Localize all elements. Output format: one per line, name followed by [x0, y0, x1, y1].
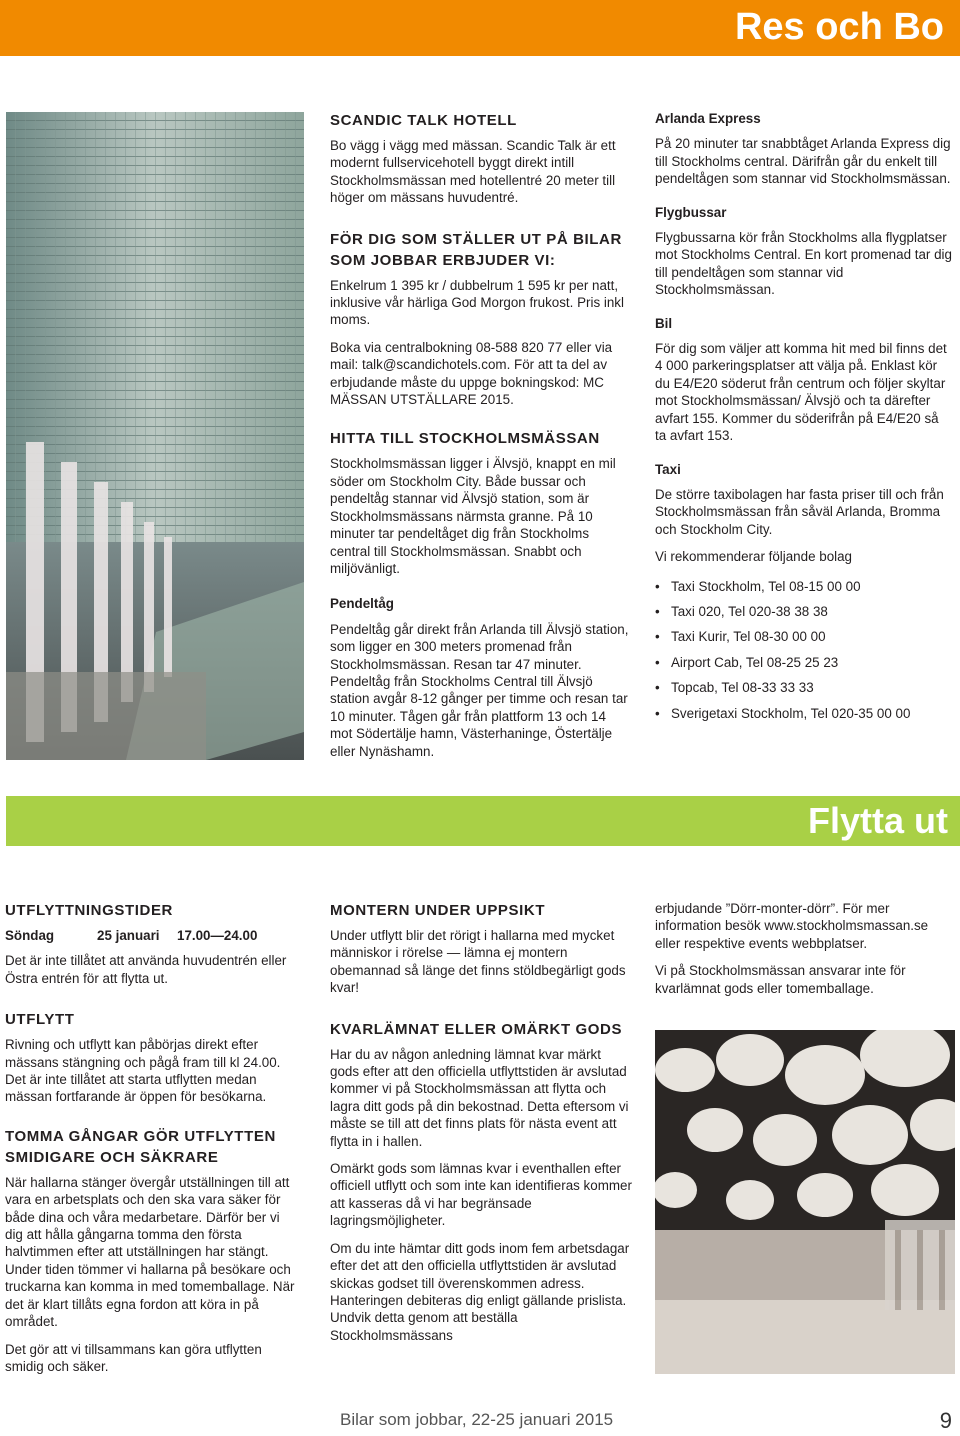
- car-text: För dig som väljer att komma hit med bil finns det 4 000 parkeringsplatser att välja på. Enklast kör du E4/E20 söderut från centrum och följer skyltar mot Stockholmsmässan/ Älvsjö och ta därefter avfart 155. Kommer du söderifrån på E4/E20 så ta avfart 153.: [655, 341, 947, 444]
- aisles-text-2: Det gör att vi tillsammans kan göra utflytten smidig och säker.: [5, 1341, 262, 1374]
- find-text: Stockholmsmässan ligger i Älvsjö, knappt en mil söder om Stockholm City. Både bussar och pendeltåg stannar vid Älvsjö station, som är Stockholmsmässans närmsta granne. På 10 minuter tar pendeltåget dig från Stockholms central till Stockholmsmässan. Snabbt och miljövänligt.: [330, 456, 616, 576]
- hotel-photo: [6, 112, 304, 760]
- find-heading: HITTA TILL STOCKHOLMSMÄSSAN: [330, 430, 600, 448]
- taxi-text: De större taxibolagen har fasta priser till och från Stockholmsmässan från såväl Arlanda, Bromma och Stockholm City.: [655, 486, 944, 537]
- times-heading: UTFLYTTNINGSTIDER: [5, 902, 173, 919]
- bus-heading: Flygbussar: [655, 204, 727, 220]
- schedule-day: Söndag: [5, 928, 55, 943]
- left-goods-text-3: Om du inte hämtar ditt gods inom fem arbetsdagar efter det att den officiella utflyttstiden är avslutad skickas godset till överenskommen adress. Hanteringen debiteras dig enligt gällande prislista. Undvik detta genom att beställa Stockholmsmässans: [330, 1240, 630, 1343]
- travel-column: [655, 110, 953, 730]
- section-header-bar: [0, 0, 960, 56]
- list-item: • Taxi Kurir, Tel 08-30 00 00: [655, 628, 953, 645]
- responsibility-text: Vi på Stockholmsmässan ansvarar inte för kvarlämnat gods eller tomemballage.: [655, 963, 906, 996]
- list-item: • Taxi Stockholm, Tel 08-15 00 00: [655, 578, 953, 595]
- list-item: • Topcab, Tel 08-33 33 33: [655, 679, 953, 696]
- stand-heading: MONTERN UNDER UPPSIKT: [330, 902, 546, 919]
- aisles-heading: TOMMA GÅNGAR GÖR UTFLYTTEN SMIDIGARE OCH SÄKRARE: [5, 1127, 276, 1166]
- schedule-date: 25 januari: [97, 928, 160, 943]
- taxi-heading: Taxi: [655, 461, 681, 477]
- section-title-2: Flytta ut: [808, 800, 948, 841]
- out-heading: UTFLYTT: [5, 1011, 75, 1029]
- footer-text: Bilar som jobbar, 22-25 januari 2015: [340, 1410, 614, 1429]
- taxi-recommend: Vi rekommenderar följande bolag: [655, 549, 853, 565]
- list-item: • Sverigetaxi Stockholm, Tel 020-35 00 00: [655, 705, 953, 722]
- booking-text: Boka via centralbokning 08-588 820 77 eller via mail: talk@scandichotels.com. För att ta del av erbjudande måste du uppge bokningskod: MC MÄSSAN UTSTÄLLARE 2015.: [330, 339, 613, 408]
- arlanda-heading: Arlanda Express: [655, 111, 761, 126]
- stand-text: Under utflytt blir det rörigt i hallarna med mycket människor i rörelse — lämna ej montern obemannad så länge det finns stöldbegärligt gods kvar!: [330, 928, 626, 996]
- info-column: [655, 900, 953, 1007]
- stand-column: [330, 900, 632, 1354]
- page-number: 9: [939, 1408, 952, 1433]
- left-goods-heading: KVARLÄMNAT ELLER OMÄRKT GODS: [330, 1020, 623, 1038]
- schedule-row: [5, 927, 297, 944]
- left-goods-text: Har du av någon anledning lämnat kvar märkt gods efter att den officiella utflyttstiden är avslutad kommer vi på Stockholmsmässan att flytta och lagra ditt gods på din bekostnad. Detta eftersom vi måste se till att det finns plats för nästa event att flytta in i hallen.: [330, 1046, 629, 1149]
- hotel-text: Bo vägg i vägg med mässan. Scandic Talk är ett modernt fullservicehotell byggt direkt intill Stockholmsmässan med hotellentré 20 meter till höger om mässans huvudentré.: [330, 138, 616, 206]
- schedule-time: 17.00—24.00: [177, 928, 258, 943]
- times-text: Det är inte tillåtet att använda huvudentrén eller Östra entrén för att flytta ut.: [5, 953, 287, 986]
- hotel-column: [330, 110, 630, 770]
- continued-text: erbjudande ”Dörr-monter-dörr”. För mer information besök www.stockholmsmassan.se eller respektive events webbplatser.: [655, 901, 929, 951]
- section-title: Res och Bo: [734, 6, 944, 48]
- train-text: Pendeltåg går direkt från Arlanda till Älvsjö station, som ligger en 300 meters promenad från Stockholmsmässan. Resan tar 47 minuter. Pendeltåg från Stockholms Central till Älvsjö station avgår 8-12 gånger per timme och resan tar 10 minuter. Tågen går från plattform 13 och 14 mot Södertälje hamn, Västerhaninge, Östertälje eller Nynäshamn.: [330, 621, 629, 759]
- aisles-text: När hallarna stänger övergår utställningen till att vara en arbetsplats och den ska vara säker för både dina och våra medarbetare. Därför ber vi dig att hålla gångarna tomma den första halvtimmen efter att utställningen har stängt. Under tiden tömmer vi hallarna på besökare och truckarna kan komma in med tomemballage. När det är klart tillåts egna fordon att köra in på området.: [5, 1174, 295, 1330]
- taxi-list: [655, 578, 953, 722]
- car-heading: Bil: [655, 315, 673, 331]
- section-header-bar-2: [6, 796, 960, 846]
- move-out-column: [5, 900, 297, 1385]
- arlanda-text: På 20 minuter tar snabbtåget Arlanda Express dig till Stockholms central. Därifrån går du enkelt till pendeltågen som stannar vid Stockholmsmässan.: [655, 136, 951, 187]
- hall-photo: [655, 1030, 955, 1374]
- left-goods-text-2: Omärkt gods som lämnas kvar i eventhallen efter officiell utflytt och som inte kan identifieras kommer att kasseras då vi har begränsade lagringsmöjligheter.: [330, 1161, 632, 1229]
- offer-heading: FÖR DIG SOM STÄLLER UT PÅ BILAR SOM JOBBAR ERBJUDER VI:: [330, 230, 622, 269]
- list-item: • Taxi 020, Tel 020-38 38 38: [655, 603, 953, 620]
- list-item: • Airport Cab, Tel 08-25 25 23: [655, 654, 953, 671]
- hotel-heading: SCANDIC TALK HOTELL: [330, 112, 517, 129]
- offer-text: Enkelrum 1 395 kr / dubbelrum 1 595 kr per natt, inklusive vår härliga God Morgon frukost. Pris inkl moms.: [330, 277, 624, 328]
- bus-text: Flygbussarna kör från Stockholms alla flygplatser mot Stockholms Central. En kort promenad tar dig till pendeltågen som stannar vid Stockholmsmässan.: [655, 230, 952, 298]
- train-heading: Pendeltåg: [330, 596, 394, 612]
- out-text: Rivning och utflytt kan påbörjas direkt efter mässans stängning och pågå fram till kl 24.00. Det är inte tillåtet att starta utflytten medan mässan fortfarande är öppen för besökarna.: [5, 1037, 281, 1105]
